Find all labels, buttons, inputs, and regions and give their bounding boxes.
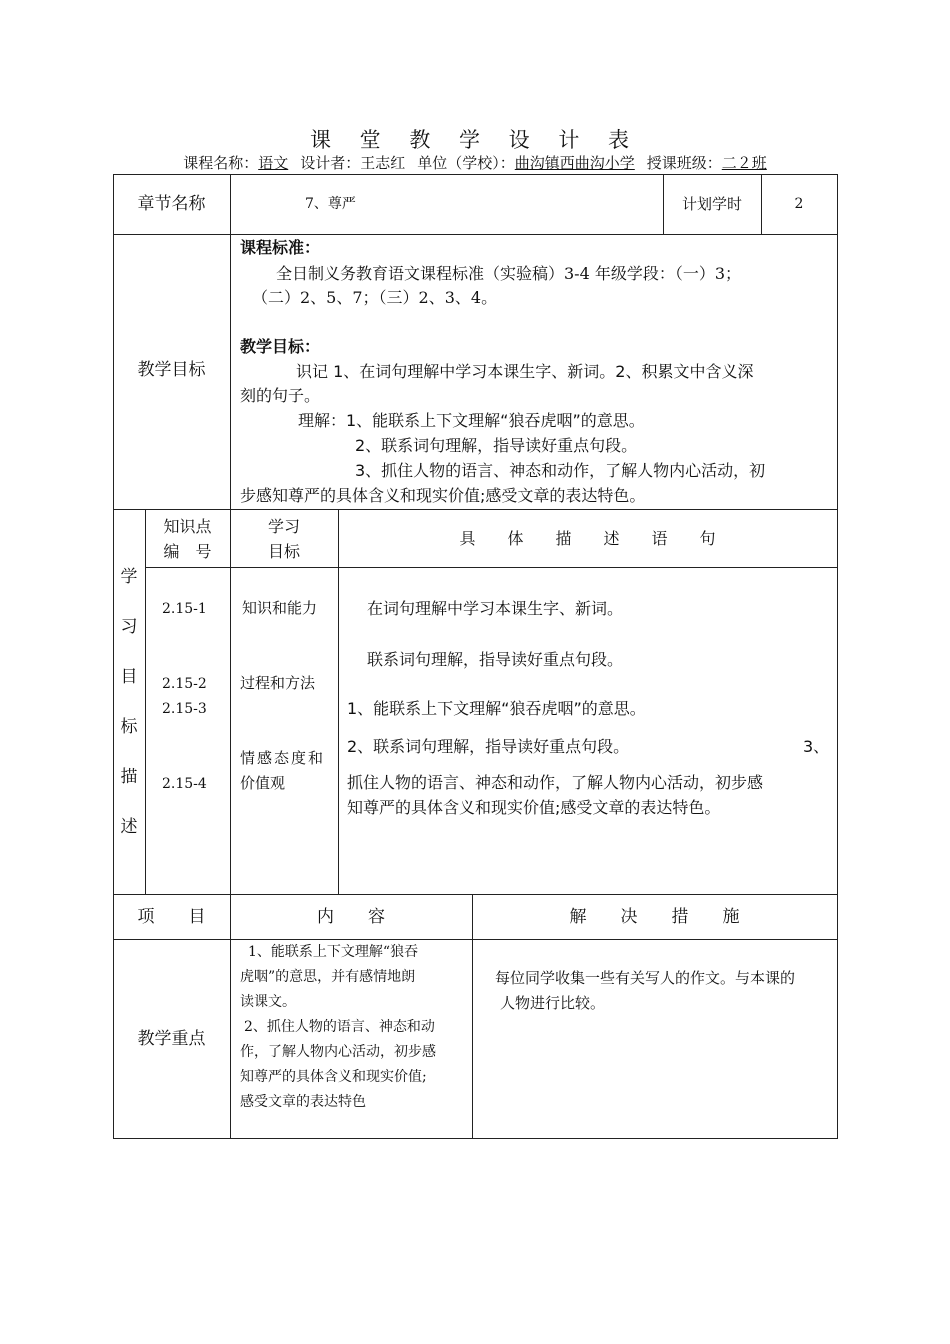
description-header: 具 体 描 述 语 句 bbox=[459, 529, 716, 548]
course-meta-line bbox=[0, 152, 950, 173]
content-line: 读课文。 bbox=[240, 994, 296, 1010]
content-line: 虎咽”的意思，并有感情地朗 bbox=[240, 969, 416, 985]
objective-line: 步感知尊严的具体含义和现实价值;感受文章的表达特色。 bbox=[240, 486, 646, 505]
objective-line: 理解：1、能联系上下文理解“狼吞虎咽”的意思。 bbox=[298, 411, 645, 430]
knowledge-code: 2.15-2 bbox=[162, 676, 207, 692]
key-point-label: 教学重点 bbox=[137, 1029, 206, 1049]
unit-label: 单位（学校）： bbox=[417, 154, 515, 172]
content-line: 1、能联系上下文理解“狼吞 bbox=[248, 944, 419, 960]
objective-line: 刻的句子。 bbox=[240, 386, 321, 405]
content-line: 2、抓住人物的语言、神态和动 bbox=[244, 1019, 435, 1035]
unit-value: 曲沟镇西曲沟小学 bbox=[514, 154, 635, 172]
objective-line: 3、抓住人物的语言、神态和动作，了解人物内心活动，初 bbox=[355, 461, 766, 480]
objective-line: 识记 1、在词句理解中学习本课生字、新词。2、积累文中含义深 bbox=[296, 362, 754, 381]
learning-side-char: 述 bbox=[120, 817, 138, 837]
solution-line: 每位同学收集一些有关写人的作文。与本课的 bbox=[495, 969, 796, 987]
class-value: 二２班 bbox=[721, 154, 767, 172]
solution-header: 解 决 措 施 bbox=[569, 907, 740, 927]
knowledge-code: 2.15-3 bbox=[162, 701, 207, 717]
teaching-objective-heading: 教学目标： bbox=[240, 337, 321, 356]
learning-side-char: 学 bbox=[120, 567, 138, 587]
designer-value: 王志红 bbox=[360, 154, 406, 172]
learning-goal-header: 目标 bbox=[267, 542, 300, 561]
course-standard-line: 全日制义务教育语文课程标准（实验稿）3-4 年级学段：（一）3； bbox=[276, 264, 742, 283]
knowledge-code: 2.15-4 bbox=[162, 776, 207, 792]
content-header: 内 容 bbox=[317, 907, 385, 927]
solution-line: 人物进行比较。 bbox=[500, 994, 606, 1012]
designer-label: 设计者： bbox=[300, 154, 361, 172]
learning-side-char: 习 bbox=[120, 617, 138, 637]
description-line: 3、 bbox=[803, 737, 830, 756]
course-standard-line: （二）2、5、7；（三）2、3、4。 bbox=[252, 288, 498, 307]
goal-type: 情感态度和 bbox=[240, 749, 326, 767]
course-value: 语文 bbox=[258, 154, 289, 172]
learning-side-char: 描 bbox=[120, 767, 138, 787]
objective-line: 2、联系词句理解，指导读好重点句段。 bbox=[355, 436, 638, 455]
content-line: 知尊严的具体含义和现实价值; bbox=[240, 1069, 427, 1085]
description-line: 联系词句理解，指导读好重点句段。 bbox=[367, 650, 624, 669]
learning-side-char: 标 bbox=[120, 717, 138, 737]
learning-goal-header: 学习 bbox=[267, 517, 300, 536]
chapter-name-label: 章节名称 bbox=[137, 194, 206, 214]
planned-hours-value: 2 bbox=[794, 196, 804, 212]
knowledge-code-header: 编 号 bbox=[163, 542, 212, 561]
page-title: 课 堂 教 学 设 计 表 bbox=[309, 128, 641, 152]
goal-type: 知识和能力 bbox=[242, 599, 318, 617]
description-line: 2、联系词句理解，指导读好重点句段。 bbox=[347, 737, 630, 756]
teaching-goals-label: 教学目标 bbox=[137, 360, 206, 380]
knowledge-code: 2.15-1 bbox=[162, 601, 207, 617]
description-line: 在词句理解中学习本课生字、新词。 bbox=[367, 599, 624, 618]
item-header: 项 目 bbox=[137, 907, 206, 927]
knowledge-code-header: 知识点 bbox=[163, 517, 212, 536]
description-line: 1、能联系上下文理解“狼吞虎咽”的意思。 bbox=[347, 699, 646, 718]
course-standard-heading: 课程标准： bbox=[240, 238, 321, 257]
course-label: 课程名称： bbox=[183, 154, 259, 172]
description-line: 抓住人物的语言、神态和动作，了解人物内心活动，初步感 bbox=[347, 773, 764, 792]
planned-hours-label: 计划学时 bbox=[681, 195, 742, 213]
goal-type: 价值观 bbox=[240, 774, 286, 792]
content-line: 感受文章的表达特色 bbox=[240, 1094, 366, 1110]
learning-side-char: 目 bbox=[120, 667, 138, 687]
description-line: 知尊严的具体含义和现实价值;感受文章的表达特色。 bbox=[347, 798, 721, 817]
class-label: 授课班级： bbox=[646, 154, 722, 172]
goal-type: 过程和方法 bbox=[240, 674, 316, 692]
chapter-name-value: 7、尊严 bbox=[305, 196, 356, 212]
content-line: 作，了解人物内心活动，初步感 bbox=[240, 1044, 436, 1060]
